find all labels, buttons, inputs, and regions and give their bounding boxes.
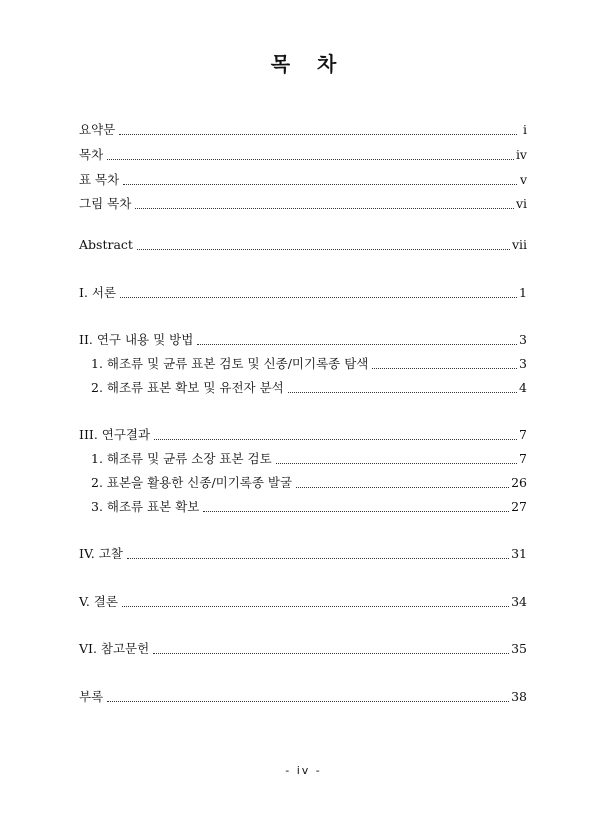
toc-entry-label: 1. 해조류 및 균류 소장 표본 검토 — [91, 451, 272, 466]
toc-leader-dots — [122, 606, 509, 607]
toc-entry-page: v — [519, 172, 527, 187]
toc-entry-label: 2. 표본을 활용한 신종/미기록종 발굴 — [91, 475, 293, 490]
toc-entry-introduction[interactable] — [79, 284, 527, 302]
toc-entry-page: 26 — [511, 475, 527, 490]
toc-entry-page: 31 — [511, 546, 527, 561]
toc-leader-dots — [107, 701, 509, 702]
toc-entry-label: III. 연구결과 — [79, 427, 151, 442]
toc-leader-dots — [372, 368, 517, 369]
toc-leader-dots — [296, 487, 509, 488]
toc-entry-label: II. 연구 내용 및 방법 — [79, 332, 194, 347]
toc-entry-page: 7 — [519, 451, 527, 466]
toc-entry-methods-2[interactable] — [91, 379, 527, 397]
toc-leader-dots — [120, 297, 517, 298]
toc-entry-label: 부록 — [79, 689, 104, 704]
toc-leader-dots — [137, 249, 510, 250]
toc-leader-dots — [276, 463, 517, 464]
toc-entry-page: 1 — [519, 285, 527, 300]
toc-leader-dots — [107, 159, 514, 160]
toc-entry-summary[interactable] — [79, 121, 527, 139]
toc-leader-dots — [119, 134, 517, 135]
toc-entry-label: V. 결론 — [79, 594, 118, 609]
toc-entry-appendix[interactable] — [79, 688, 527, 706]
toc-entry-label: 표 목차 — [79, 172, 120, 187]
toc-leader-dots — [203, 511, 509, 512]
toc-entry-page: 4 — [519, 380, 527, 395]
toc-leader-dots — [153, 653, 509, 654]
toc-entry-page: 38 — [511, 689, 527, 704]
toc-entry-label: 그림 목차 — [79, 196, 132, 211]
toc-entry-results-3[interactable] — [91, 498, 527, 516]
toc-entry-page: 3 — [519, 356, 527, 371]
toc-entry-results[interactable] — [79, 426, 527, 444]
toc-entry-page: 3 — [519, 332, 527, 347]
toc-entry-figure-list[interactable] — [79, 195, 527, 213]
toc-entry-page: i — [523, 122, 527, 137]
toc-entry-label: 1. 해조류 및 균류 표본 검토 및 신종/미기록종 탐색 — [91, 356, 369, 371]
toc-leader-dots — [197, 344, 517, 345]
toc-leader-dots — [127, 558, 509, 559]
toc-entry-contents[interactable] — [79, 146, 527, 164]
toc-entry-results-2[interactable] — [91, 474, 527, 492]
toc-entry-abstract[interactable] — [79, 236, 527, 254]
toc-entry-label: 2. 해조류 표본 확보 및 유전자 분석 — [91, 380, 284, 395]
toc-entry-label: VI. 참고문헌 — [79, 641, 150, 656]
toc-entry-page: 35 — [511, 641, 527, 656]
toc-entry-label: 3. 해조류 표본 확보 — [91, 499, 200, 514]
toc-entry-page: 34 — [511, 594, 527, 609]
toc-entry-label: 목차 — [79, 147, 104, 162]
toc-entry-references[interactable] — [79, 640, 527, 658]
toc-entry-page: vii — [511, 237, 527, 252]
toc-leader-dots — [135, 208, 514, 209]
toc-entry-table-list[interactable] — [79, 171, 527, 189]
toc-entry-page: iv — [515, 147, 527, 162]
toc-entry-methods-1[interactable] — [91, 355, 527, 373]
toc-entry-methods[interactable] — [79, 331, 527, 349]
toc-entry-results-1[interactable] — [91, 450, 527, 468]
toc-leader-dots — [123, 184, 517, 185]
toc-entry-label: Abstract — [79, 237, 133, 252]
toc-leader-dots — [154, 439, 517, 440]
toc-entry-label: I. 서론 — [79, 285, 117, 300]
toc-entry-label: IV. 고찰 — [79, 546, 123, 561]
page-number-footer: - iv - — [285, 764, 322, 777]
toc-entry-page: 7 — [519, 427, 527, 442]
page-title: 목 차 — [270, 52, 347, 76]
toc-leader-dots — [288, 392, 517, 393]
toc-entry-page: 27 — [511, 499, 527, 514]
toc-entry-conclusion[interactable] — [79, 593, 527, 611]
toc-entry-label: 요약문 — [79, 122, 116, 137]
toc-entry-discussion[interactable] — [79, 545, 527, 563]
toc-entry-page: vi — [515, 196, 527, 211]
